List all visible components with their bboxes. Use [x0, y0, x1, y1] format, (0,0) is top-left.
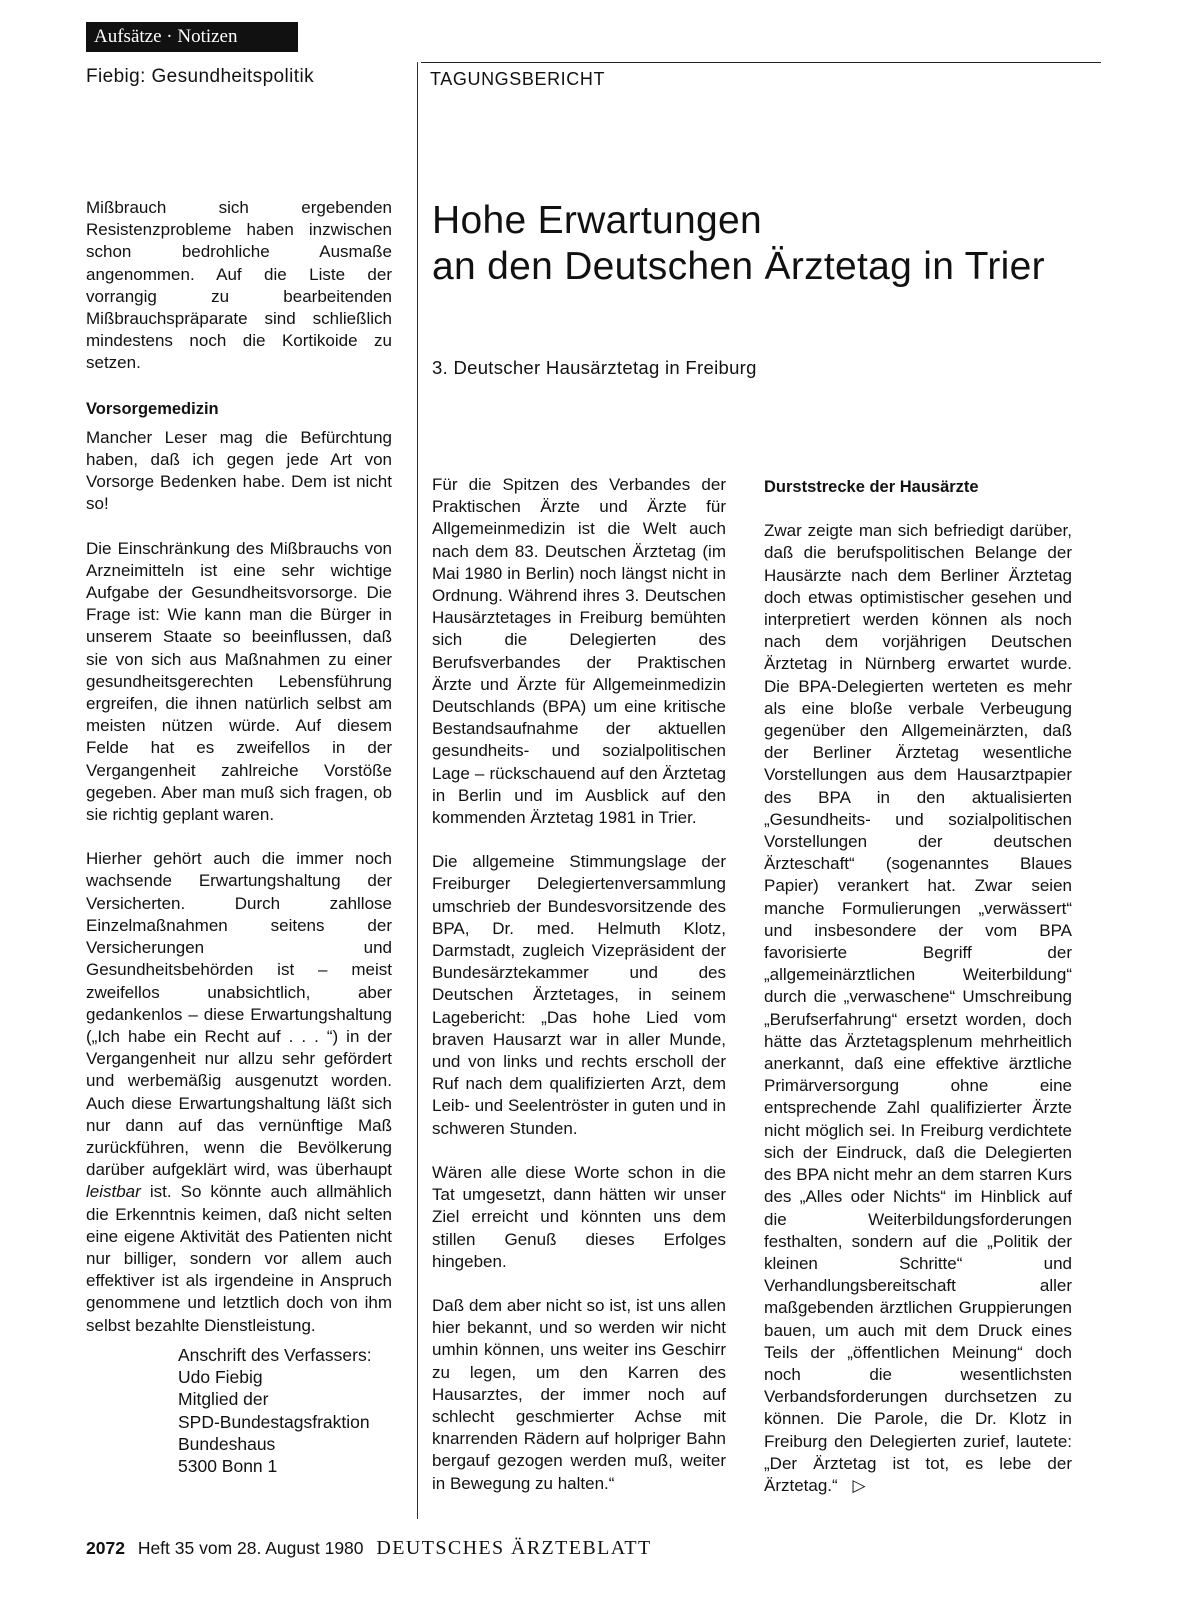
author-address — [178, 1344, 372, 1477]
emphasis-leistbar: leistbar — [86, 1182, 141, 1202]
address-line: SPD-Bundestagsfraktion — [178, 1411, 370, 1432]
address-line: 5300 Bonn 1 — [178, 1456, 278, 1477]
title-line-2: an den Deutschen Ärztetag in Trier — [432, 245, 1045, 288]
section-tag: Aufsätze · Notizen — [86, 22, 298, 52]
article-subtitle: 3. Deutscher Hausärztetag in Freiburg — [432, 357, 757, 378]
right-running-head: TAGUNGSBERICHT — [430, 69, 606, 89]
address-line: Udo Fiebig — [178, 1367, 263, 1388]
address-line: Mitglied der — [178, 1389, 269, 1410]
column-rule — [417, 62, 418, 1519]
right-paragraph-1-text: Zwar zeigte man sich befriedigt darüber, daß die berufspolitischen Belange der Hausärzte nach dem Berliner Ärztetag doch etwas optimistischer gesehen und interpretiert werden können als noch nach dem vorjährigen Deutschen Ärztetag in Nürnberg erwartet wurde. Die BPA-Delegierten werteten es mehr als eine bloße verbale Verbeugung gegenüber den Allgemeinärzten, daß der Berliner Ärztetag wesentliche Vorstellungen aus dem Hausarztpapier des BPA in den aktualisierten „Gesundheits- und sozialpolitischen Vorstellungen der deutschen Ärzteschaft“ (sogenanntes Blaues Papier) verankert hat. Zwar seien manche Formulierungen „verwässert“ und insbesondere der vom BPA favorisierte Begriff der „allgemeinärztlichen Weiterbildung“ durch die „verwaschene“ Umschreibung „Berufserfahrung“ ersetzt worden, doch hätte das Ärztetagsplenum mehrheitlich anerkannt, daß eine effektive ärztliche Primärversorgung ohne eine entsprechende Zahl qualifizierter Ärzte nicht möglich sei. In Freiburg verdichtete sich der Eindruck, daß die Delegierten des BPA nicht mehr an dem starren Kurs des „Alles oder Nichts“ im Hinblick auf die Weiterbildungsforderungen festhalten, sondern auf die „Politik der kleinen Schritte“ und Verhandlungsbereitschaft aller maßgebenden ärztlichen Gruppierungen bauen, um auch mit dem Druck eines Teils der „öffentlichen Meinung“ doch noch die wesentlichsten Verbandsforderungen durchsetzen zu können. Die Parole, die Dr. Klotz in Freiburg den Delegierten zurief, lautete: „Der Ärztetag ist tot, es lebe der Ärztetag.“ — [764, 521, 1072, 1495]
left-paragraph-3: Die Einschränkung des Mißbrauchs von Arzneimitteln ist eine sehr wichtige Aufgabe der Gesundheitsvorsorge. Die Frage ist: Wie kann man die Bürger in unserem Staate so beeinflussen, daß sie von sich aus Maßnahmen zu einer gesundheitsgerechten Lebensführung ergreifen, die ihnen natürlich selbst am meisten nützen würde. Auf diesem Felde hat es zweifellos in der Vergangenheit zahlreiche Vorstöße gegeben. Aber man muß sich fragen, ob sie richtig geplant waren. — [86, 538, 392, 825]
left-paragraph-4-part-a: Hierher gehört auch die immer noch wachsende Erwartungshaltung der Versicherten. Durch zahllose Einzelmaßnahmen seitens der Versicherungen und Gesundheitsbehörden ist – meist zweifellos unabsichtlich, aber gedankenlos – diese Erwartungshaltung („Ich habe ein Recht auf . . . “) in der Vergangenheit nur allzu sehr gefördert und werbemäßig ausgenutzt worden. Auch diese Erwartungshaltung läßt sich nur dann auf das vernünftige Maß zurückführen, wenn die Bevölkerung darüber aufgeklärt wird, was überhaupt — [86, 849, 392, 1180]
issue-info: Heft 35 vom 28. August 1980 — [137, 1538, 364, 1558]
left-paragraph-1: Mißbrauch sich ergebenden Resistenzprobleme haben inzwischen schon bedrohliche Ausmaße angenommen. Auf die Liste der vorrangig zu bearbeitenden Mißbrauchspräparate sind schließlich mindestens noch die Kortikoide zu setzen. — [86, 198, 392, 373]
left-paragraph-2: Mancher Leser mag die Befürchtung haben, daß ich gegen jede Art von Vorsorge Bedenken habe. Dem ist nicht so! — [86, 427, 392, 514]
middle-paragraph-1: Für die Spitzen des Verbandes der Praktischen Ärzte und Ärzte für Allgemeinmedizin ist die Welt auch nach dem 83. Deutschen Ärztetag (im Mai 1980 in Berlin) noch längst nicht in Ordnung. Während ihres 3. Deutschen Hausärztetages in Freiburg bemühten sich die Delegierten des Berufsverbandes der Praktischen Ärzte und Ärzte für Allgemeinmedizin Deutschlands (BPA) um eine kritische Bestandsaufnahme der aktuellen gesundheits- und sozialpolitischen Lage – rückschauend auf den Ärztetag in Berlin und im Ausblick auf den kommenden Ärztetag 1981 in Trier. — [432, 475, 726, 828]
title-line-1: Hohe Erwartungen — [432, 199, 762, 242]
left-column — [86, 197, 392, 1337]
middle-column — [432, 474, 726, 1495]
middle-paragraph-4: Daß dem aber nicht so ist, ist uns allen hier bekannt, und so werden wir nicht umhin können, uns weiter ins Geschirr zu legen, um den Karren des Hausarztes, der immer noch auf schlecht geschmierter Achse mit knarrenden Rädern auf holpriger Bahn bergauf gezogen werden muß, weiter in Bewegung zu halten.“ — [432, 1295, 726, 1493]
top-rule — [421, 62, 1101, 63]
journal-name: DEUTSCHES ÄRZTEBLATT — [376, 1537, 652, 1559]
page-number: 2072 — [86, 1538, 125, 1558]
article-title — [432, 198, 1092, 290]
left-paragraph-4-part-b: ist. So könnte auch allmählich die Erkenntnis keimen, daß nicht selten eine eigene Aktivität des Patienten nicht nur billiger, sondern vor allem auch effektiver ist als irgendeine in Anspruch genommene und letztlich doch von ihm selbst bezahlte Dienstleistung. — [86, 1182, 392, 1335]
address-line: Anschrift des Verfassers: — [178, 1345, 372, 1365]
left-paragraph-4 — [86, 848, 392, 1336]
page-footer — [86, 1537, 652, 1560]
right-column — [764, 476, 1072, 1497]
middle-paragraph-2: Die allgemeine Stimmungslage der Freiburger Delegiertenversammlung umschrieb der Bundesvorsitzende des BPA, Dr. med. Helmuth Klotz, Darmstadt, zugleich Vizepräsident der Bundesärztekammer und des Deutschen Ärztetages, in seinem Lagebericht: „Das hohe Lied vom braven Hausarzt war in aller Munde, und von links und rechts erscholl der Ruf nach dem qualifizierten Arzt, dem Leib- und Seelentröster in guten und in schweren Stunden. — [432, 852, 726, 1138]
middle-paragraph-3: Wären alle diese Worte schon in die Tat umgesetzt, dann hätten wir unser Ziel erreicht und könnten uns dem stillen Genuß dieses Erfolges hingeben. — [432, 1162, 726, 1271]
section-heading-durststrecke: Durststrecke der Hausärzte — [764, 478, 979, 496]
left-running-head: Fiebig: Gesundheitspolitik — [86, 66, 314, 87]
continue-arrow-icon: ▷ — [852, 1475, 866, 1495]
address-line: Bundeshaus — [178, 1433, 276, 1454]
section-heading-vorsorgemedizin: Vorsorgemedizin — [86, 399, 219, 418]
right-paragraph-1 — [764, 520, 1072, 1497]
